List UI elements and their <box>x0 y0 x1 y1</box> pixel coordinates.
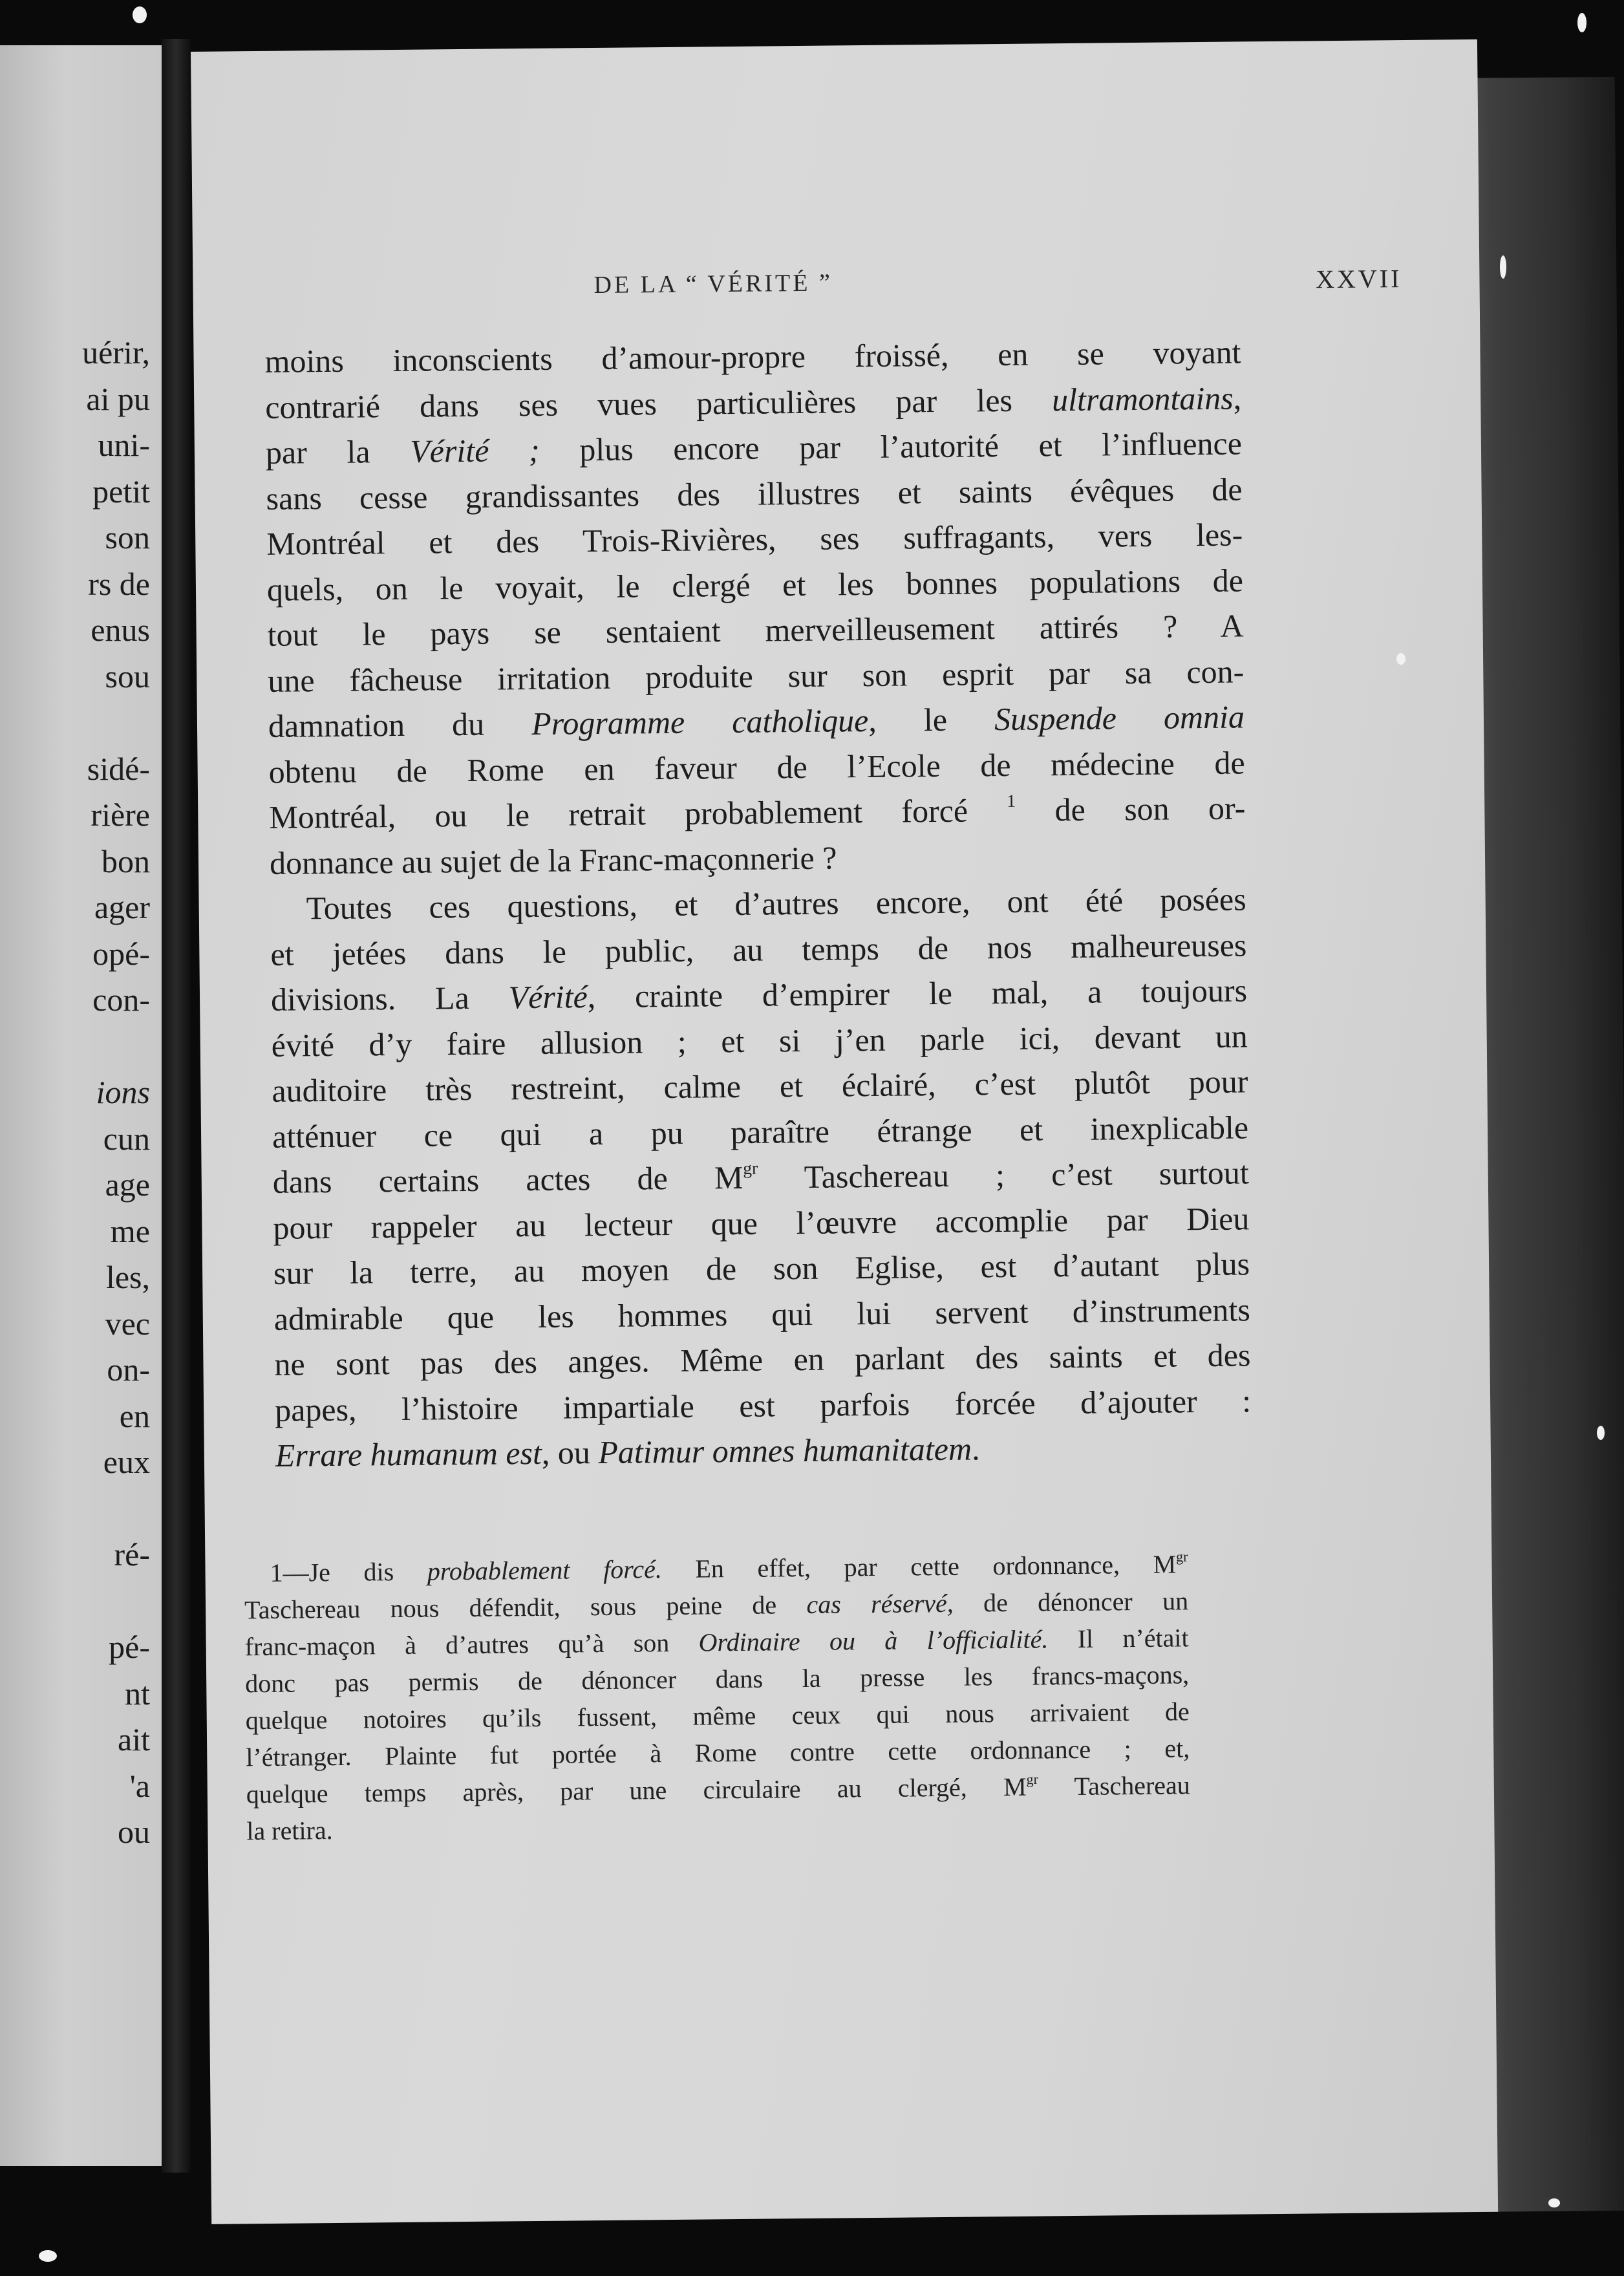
previous-page-fragment: bon <box>102 843 150 879</box>
body-line: évité d’y faire allusion ; et si j’en parle ici, devant un <box>271 1017 1248 1064</box>
previous-page-fragment: uérir, <box>82 334 150 370</box>
footnote-line: l’étranger. Plainte fut portée à Rome contre cette ordonnance ; et, <box>246 1734 1190 1772</box>
previous-page-fragment: me <box>110 1212 150 1249</box>
footnote-line: Taschereau nous défendit, sous peine de cas réservé, de dénoncer un <box>244 1586 1189 1625</box>
body-line: Montréal et des Trois-Rivières, ses suffragants, vers les- <box>266 516 1243 562</box>
body-line: auditoire très restreint, calme et éclairé, c’est plutôt pour <box>272 1063 1248 1109</box>
footnote-line: quelque notoires qu’ils fussent, même ceux qui nous arrivaient de <box>245 1697 1190 1735</box>
body-line: Montréal, ou le retrait probablement forcé $^1$ de son or- <box>269 789 1246 835</box>
previous-page-fragment: enus <box>91 612 150 648</box>
footnote-line: la retira. <box>246 1816 333 1846</box>
previous-page-fragment: rière <box>91 797 150 833</box>
scan-dust <box>1500 255 1506 279</box>
body-line: damnation du Programme catholique, le Suspende omnia <box>268 698 1245 744</box>
scan-dust <box>39 2250 57 2262</box>
footnote-line: 1—Je dis probablement forcé. En effet, par cette ordonnance, $M^{gr}$ <box>270 1548 1188 1587</box>
footnote <box>244 1545 1190 1849</box>
previous-page-line-fragments <box>0 330 155 1856</box>
previous-page-fragment: en <box>119 1397 150 1434</box>
body-line: une fâcheuse irritation produite sur son esprit par sa con- <box>268 652 1245 699</box>
body-line: tout le pays se sentaient merveilleusement attirés ? A <box>267 607 1244 653</box>
previous-page-fragment: sou <box>105 658 150 694</box>
previous-page-fragment: 'a <box>129 1767 150 1804</box>
previous-page-fragment: ions <box>96 1074 150 1110</box>
previous-page-fragment: con- <box>92 982 150 1018</box>
scan-dust <box>1548 2198 1560 2207</box>
body-line: sans cesse grandissantes des illustres et saints évêques de <box>266 470 1243 517</box>
previous-page-fragment: eux <box>103 1444 150 1480</box>
body-line: ne sont pas des anges. Même en parlant des saints et des <box>274 1337 1251 1382</box>
running-head-title: DE LA “ VÉRITÉ ” <box>593 269 833 299</box>
current-page <box>191 39 1498 2224</box>
footnote-line: franc-maçon à d’autres qu’à son Ordinaire ou à l’officialité. Il n’était <box>244 1623 1189 1662</box>
body-line: par la Vérité ; plus encore par l’autorité et l’influence <box>265 425 1243 471</box>
body-line: atténuer ce qui a pu paraître étrange et inexplicable <box>272 1108 1249 1155</box>
previous-page-fragment: son <box>105 519 150 555</box>
body-line: sur la terre, au moyen de son Eglise, est d’autant plus <box>273 1245 1250 1291</box>
scan-dust <box>1597 1426 1605 1440</box>
scan-dust <box>133 6 147 23</box>
book-gutter <box>162 39 191 2173</box>
footnote-marker: 1 <box>1007 790 1016 811</box>
previous-page-fragment: petit <box>92 473 150 510</box>
previous-page <box>0 45 162 2166</box>
previous-page-fragment: pé- <box>109 1629 150 1665</box>
previous-page-fragment: ait <box>118 1721 150 1757</box>
body-line: quels, on le voyait, le clergé et les bonnes populations de <box>266 561 1244 608</box>
previous-page-fragment: nt <box>125 1675 150 1712</box>
previous-page-fragment: sidé- <box>87 750 150 787</box>
body-line: Errare humanum est, ou Patimur omnes humanitatem. <box>275 1430 980 1474</box>
previous-page-fragment: ou <box>118 1814 150 1850</box>
previous-page-blank-line <box>0 1486 155 1532</box>
previous-page-blank-line <box>0 1578 155 1625</box>
previous-page-fragment: ager <box>94 889 150 925</box>
body-line: admirable que les hommes qui lui servent d’instruments <box>273 1291 1251 1337</box>
previous-page-fragment: les, <box>105 1259 150 1295</box>
page-number: XXVII <box>1315 264 1402 294</box>
body-line: pour rappeler au lecteur que l’œuvre accomplie par Dieu <box>273 1199 1250 1246</box>
footnote-line: quelque temps après, par une circulaire au clergé, $M^{gr}$ Taschereau <box>246 1770 1191 1809</box>
footnote-line: donc pas permis de dénoncer dans la presse les francs-maçons, <box>245 1660 1190 1699</box>
previous-page-fragment: vec <box>105 1305 150 1342</box>
body-line: moins inconscients d’amour-propre froissé, en se voyant <box>264 334 1241 380</box>
previous-page-fragment: ai pu <box>86 380 150 417</box>
body-line: papes, l’histoire impartiale est parfois forcée d’ajouter : <box>274 1382 1252 1428</box>
previous-page-fragment: opé- <box>92 935 150 972</box>
body-line: Toutes ces questions, et d’autres encore, ont été posées <box>306 881 1246 927</box>
previous-page-fragment: on- <box>107 1351 150 1388</box>
body-line: obtenu de Rome en faveur de l’Ecole de médecine de <box>268 744 1245 790</box>
scan-dust <box>1396 653 1405 665</box>
previous-page-blank-line <box>0 1024 155 1070</box>
body-text <box>264 329 1252 1478</box>
previous-page-blank-line <box>0 700 155 746</box>
body-line: donnance au sujet de la Franc-maçonnerie ? <box>269 839 837 881</box>
previous-page-fragment: ré- <box>114 1536 150 1573</box>
previous-page-fragment: cun <box>103 1120 150 1157</box>
body-line: et jetées dans le public, au temps de nos malheureuses <box>270 926 1247 972</box>
body-line: dans certains actes de $M^{gr}$ Taschereau ; c’est surtout <box>272 1154 1249 1200</box>
body-line: divisions. La Vérité, crainte d’empirer le mal, a toujours <box>270 972 1248 1018</box>
previous-page-fragment: rs de <box>88 565 150 602</box>
scan-dust <box>1577 13 1587 32</box>
previous-page-fragment: uni- <box>98 427 150 463</box>
previous-page-fragment: age <box>105 1166 150 1203</box>
body-line: contrarié dans ses vues particulières par les ultramontains, <box>265 379 1242 425</box>
running-head <box>593 263 1402 310</box>
